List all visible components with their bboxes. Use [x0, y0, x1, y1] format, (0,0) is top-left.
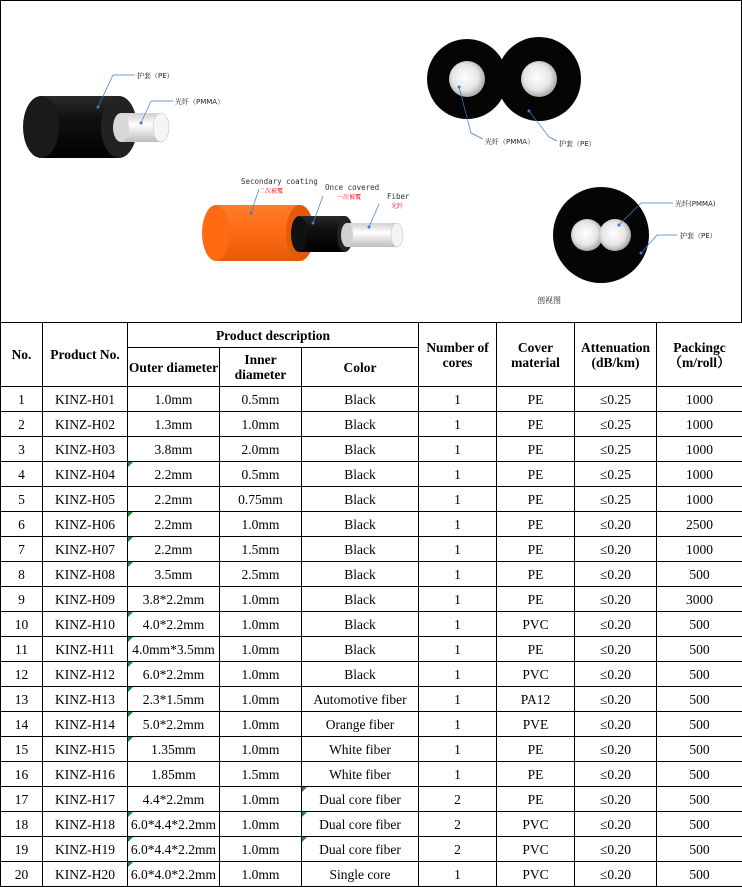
cell-cores: 1	[419, 687, 497, 712]
header-attenuation: Attenuation (dB/km)	[575, 323, 657, 387]
cell-material: PE	[497, 462, 575, 487]
cell-atten: ≤0.25	[575, 462, 657, 487]
cell-color: Black	[302, 662, 419, 687]
header-no: No.	[1, 323, 43, 387]
cell-color: Black	[302, 612, 419, 637]
cell-outer: 1.85mm	[128, 762, 220, 787]
cell-outer: 2.2mm	[128, 487, 220, 512]
cell-no: 16	[1, 762, 43, 787]
cell-packing: 1000	[657, 462, 742, 487]
table-row	[1, 412, 742, 437]
cell-product: KINZ-H12	[43, 662, 128, 687]
table-row	[1, 812, 742, 837]
table-row	[1, 637, 742, 662]
table-row	[1, 687, 742, 712]
cell-material: PVE	[497, 712, 575, 737]
cell-color: Orange fiber	[302, 712, 419, 737]
cell-color: White fiber	[302, 737, 419, 762]
cell-material: PVC	[497, 812, 575, 837]
table-row	[1, 512, 742, 537]
table-row	[1, 537, 742, 562]
cell-product: KINZ-H06	[43, 512, 128, 537]
cell-packing: 500	[657, 812, 742, 837]
cell-inner: 1.0mm	[220, 662, 302, 687]
cell-cores: 1	[419, 712, 497, 737]
cell-product: KINZ-H02	[43, 412, 128, 437]
cell-cores: 1	[419, 737, 497, 762]
table-row	[1, 437, 742, 462]
cell-no: 17	[1, 787, 43, 812]
cell-cores: 1	[419, 412, 497, 437]
cell-cores: 1	[419, 612, 497, 637]
cell-no: 8	[1, 562, 43, 587]
cell-cores: 1	[419, 462, 497, 487]
cell-no: 4	[1, 462, 43, 487]
cell-atten: ≤0.20	[575, 762, 657, 787]
cell-color: Dual core fiber	[302, 812, 419, 837]
cell-outer: 3.8mm	[128, 437, 220, 462]
cell-outer: 2.3*1.5mm	[128, 687, 220, 712]
cell-inner: 1.5mm	[220, 762, 302, 787]
cell-atten: ≤0.20	[575, 537, 657, 562]
cell-color: Black	[302, 462, 419, 487]
cable-diagram	[0, 0, 742, 322]
cell-cores: 2	[419, 837, 497, 862]
header-product-description: Product description	[128, 323, 419, 348]
cell-packing: 1000	[657, 412, 742, 437]
cell-color: Dual core fiber	[302, 787, 419, 812]
cell-color: White fiber	[302, 762, 419, 787]
cell-outer: 2.2mm	[128, 512, 220, 537]
cell-inner: 2.0mm	[220, 437, 302, 462]
cell-packing: 1000	[657, 437, 742, 462]
cell-outer: 3.8*2.2mm	[128, 587, 220, 612]
cell-product: KINZ-H17	[43, 787, 128, 812]
label-secondary-coating: Secondary coating	[241, 177, 318, 186]
cell-inner: 0.5mm	[220, 462, 302, 487]
table-row	[1, 837, 742, 862]
cell-inner: 1.0mm	[220, 412, 302, 437]
cell-outer: 1.35mm	[128, 737, 220, 762]
cell-inner: 0.5mm	[220, 387, 302, 412]
cell-packing: 2500	[657, 512, 742, 537]
cell-packing: 500	[657, 662, 742, 687]
cell-material: PE	[497, 562, 575, 587]
cell-packing: 500	[657, 787, 742, 812]
cell-outer: 6.0*4.4*2.2mm	[128, 812, 220, 837]
table-row	[1, 712, 742, 737]
single-core-cable-illustration	[23, 75, 173, 158]
cell-no: 2	[1, 412, 43, 437]
cell-packing: 1000	[657, 487, 742, 512]
cell-inner: 1.0mm	[220, 712, 302, 737]
cell-packing: 500	[657, 612, 742, 637]
cell-material: PE	[497, 587, 575, 612]
table-row	[1, 862, 742, 887]
cell-product: KINZ-H03	[43, 437, 128, 462]
label-fiber-pmma-2: 光纤（PMMA）	[485, 137, 534, 147]
cell-inner: 1.5mm	[220, 537, 302, 562]
cell-no: 14	[1, 712, 43, 737]
cell-inner: 1.0mm	[220, 612, 302, 637]
cell-product: KINZ-H16	[43, 762, 128, 787]
cell-product: KINZ-H13	[43, 687, 128, 712]
cell-inner: 1.0mm	[220, 687, 302, 712]
cell-no: 12	[1, 662, 43, 687]
cell-no: 7	[1, 537, 43, 562]
cell-product: KINZ-H04	[43, 462, 128, 487]
header-color: Color	[302, 348, 419, 387]
label-sheath-pe-3: 护套（PE）	[680, 231, 717, 241]
cell-product: KINZ-H19	[43, 837, 128, 862]
cell-outer: 6.0*4.4*2.2mm	[128, 837, 220, 862]
cell-color: Automotive fiber	[302, 687, 419, 712]
cell-product: KINZ-H20	[43, 862, 128, 887]
cell-atten: ≤0.20	[575, 712, 657, 737]
header-inner-diameter: Inner diameter	[220, 348, 302, 387]
table-row	[1, 387, 742, 412]
cell-material: PE	[497, 412, 575, 437]
cell-material: PE	[497, 387, 575, 412]
cell-cores: 1	[419, 662, 497, 687]
cell-color: Black	[302, 637, 419, 662]
cell-no: 18	[1, 812, 43, 837]
cell-material: PVC	[497, 612, 575, 637]
dual-core-cross-section-top	[427, 37, 581, 141]
label-fiber-pmma-1: 光纤（PMMA）	[175, 97, 224, 107]
cell-cores: 1	[419, 437, 497, 462]
cell-outer: 1.0mm	[128, 387, 220, 412]
cell-no: 1	[1, 387, 43, 412]
cell-no: 13	[1, 687, 43, 712]
cell-cores: 1	[419, 762, 497, 787]
cell-atten: ≤0.20	[575, 812, 657, 837]
cell-product: KINZ-H07	[43, 537, 128, 562]
cell-material: PE	[497, 437, 575, 462]
cell-atten: ≤0.25	[575, 487, 657, 512]
cell-no: 9	[1, 587, 43, 612]
cell-packing: 500	[657, 762, 742, 787]
cell-inner: 1.0mm	[220, 512, 302, 537]
cell-outer: 4.4*2.2mm	[128, 787, 220, 812]
cell-no: 5	[1, 487, 43, 512]
label-fiber: Fiber	[387, 192, 410, 201]
cell-outer: 2.2mm	[128, 537, 220, 562]
table-body	[1, 387, 742, 887]
label-fiber-pmma-3: 光纤(PMMA)	[675, 199, 716, 209]
cell-atten: ≤0.20	[575, 562, 657, 587]
cell-inner: 2.5mm	[220, 562, 302, 587]
cell-inner: 1.0mm	[220, 812, 302, 837]
section-view-illustration	[553, 187, 677, 283]
cell-packing: 1000	[657, 387, 742, 412]
table-row	[1, 487, 742, 512]
cell-color: Black	[302, 537, 419, 562]
cell-outer: 5.0*2.2mm	[128, 712, 220, 737]
table-row	[1, 737, 742, 762]
cell-cores: 1	[419, 562, 497, 587]
cell-cores: 1	[419, 487, 497, 512]
table-row	[1, 612, 742, 637]
cell-cores: 2	[419, 787, 497, 812]
cell-cores: 1	[419, 537, 497, 562]
table-row	[1, 662, 742, 687]
cell-material: PE	[497, 487, 575, 512]
table-row	[1, 462, 742, 487]
header-number-of-cores: Number of cores	[419, 323, 497, 387]
cell-outer: 3.5mm	[128, 562, 220, 587]
cell-product: KINZ-H01	[43, 387, 128, 412]
cell-packing: 500	[657, 562, 742, 587]
cell-packing: 500	[657, 737, 742, 762]
cell-product: KINZ-H09	[43, 587, 128, 612]
cell-color: Black	[302, 412, 419, 437]
cable-illustrations	[1, 1, 741, 323]
table-row	[1, 562, 742, 587]
cell-atten: ≤0.25	[575, 437, 657, 462]
cell-outer: 4.0*2.2mm	[128, 612, 220, 637]
cell-inner: 1.0mm	[220, 587, 302, 612]
cell-material: PE	[497, 787, 575, 812]
label-secondary-coating-cn: 二次被覆	[259, 186, 283, 195]
label-once-covered: Once covered	[325, 183, 379, 192]
cell-material: PE	[497, 537, 575, 562]
cell-atten: ≤0.20	[575, 512, 657, 537]
cell-outer: 6.0*2.2mm	[128, 662, 220, 687]
cell-inner: 1.0mm	[220, 637, 302, 662]
cell-packing: 500	[657, 862, 742, 887]
cell-no: 11	[1, 637, 43, 662]
coated-fiber-illustration	[202, 189, 403, 261]
label-section-view: 剖视图	[537, 295, 561, 306]
cell-no: 10	[1, 612, 43, 637]
table-row	[1, 762, 742, 787]
cell-product: KINZ-H18	[43, 812, 128, 837]
cell-material: PE	[497, 737, 575, 762]
cell-no: 19	[1, 837, 43, 862]
cell-material: PVC	[497, 662, 575, 687]
cell-packing: 3000	[657, 587, 742, 612]
cell-inner: 0.75mm	[220, 487, 302, 512]
label-sheath-pe-1: 护套（PE）	[137, 71, 174, 81]
cell-packing: 1000	[657, 537, 742, 562]
cell-inner: 1.0mm	[220, 837, 302, 862]
cell-material: PA12	[497, 687, 575, 712]
cell-no: 15	[1, 737, 43, 762]
cell-material: PE	[497, 637, 575, 662]
cell-outer: 4.0mm*3.5mm	[128, 637, 220, 662]
cell-atten: ≤0.20	[575, 837, 657, 862]
cell-material: PVC	[497, 837, 575, 862]
cell-color: Black	[302, 387, 419, 412]
cell-outer: 6.0*4.0*2.2mm	[128, 862, 220, 887]
cell-product: KINZ-H10	[43, 612, 128, 637]
cell-atten: ≤0.20	[575, 587, 657, 612]
cell-cores: 1	[419, 512, 497, 537]
header-product-no: Product No.	[43, 323, 128, 387]
cell-atten: ≤0.25	[575, 387, 657, 412]
cell-atten: ≤0.20	[575, 687, 657, 712]
cell-color: Black	[302, 437, 419, 462]
cell-packing: 500	[657, 712, 742, 737]
cell-packing: 500	[657, 687, 742, 712]
cell-no: 3	[1, 437, 43, 462]
cell-atten: ≤0.20	[575, 612, 657, 637]
cell-cores: 1	[419, 637, 497, 662]
cell-inner: 1.0mm	[220, 787, 302, 812]
cell-packing: 500	[657, 837, 742, 862]
cell-cores: 1	[419, 387, 497, 412]
cell-material: PE	[497, 762, 575, 787]
cell-cores: 1	[419, 862, 497, 887]
cell-atten: ≤0.20	[575, 787, 657, 812]
cell-inner: 1.0mm	[220, 862, 302, 887]
cell-product: KINZ-H05	[43, 487, 128, 512]
cell-inner: 1.0mm	[220, 737, 302, 762]
cell-product: KINZ-H08	[43, 562, 128, 587]
cell-atten: ≤0.25	[575, 412, 657, 437]
cell-atten: ≤0.20	[575, 637, 657, 662]
cell-material: PE	[497, 512, 575, 537]
product-spec-table	[0, 322, 742, 887]
cell-cores: 1	[419, 587, 497, 612]
table-row	[1, 787, 742, 812]
header-outer-diameter: Outer diameter	[128, 348, 220, 387]
cell-color: Dual core fiber	[302, 837, 419, 862]
cell-atten: ≤0.20	[575, 737, 657, 762]
label-sheath-pe-2: 护套（PE）	[559, 139, 596, 149]
cell-color: Single core	[302, 862, 419, 887]
cell-color: Black	[302, 512, 419, 537]
cell-product: KINZ-H11	[43, 637, 128, 662]
label-fiber-cn: 光纤	[391, 201, 403, 210]
cell-product: KINZ-H14	[43, 712, 128, 737]
header-packing: Packingc （m/roll）	[657, 323, 742, 387]
cell-outer: 2.2mm	[128, 462, 220, 487]
cell-packing: 500	[657, 637, 742, 662]
table-row	[1, 587, 742, 612]
cell-material: PVC	[497, 862, 575, 887]
label-once-covered-cn: 一次被覆	[337, 192, 361, 201]
cell-atten: ≤0.20	[575, 862, 657, 887]
cell-color: Black	[302, 562, 419, 587]
cell-no: 20	[1, 862, 43, 887]
cell-color: Black	[302, 587, 419, 612]
cell-product: KINZ-H15	[43, 737, 128, 762]
cell-cores: 2	[419, 812, 497, 837]
cell-atten: ≤0.20	[575, 662, 657, 687]
cell-no: 6	[1, 512, 43, 537]
header-cover-material: Cover material	[497, 323, 575, 387]
cell-outer: 1.3mm	[128, 412, 220, 437]
cell-color: Black	[302, 487, 419, 512]
